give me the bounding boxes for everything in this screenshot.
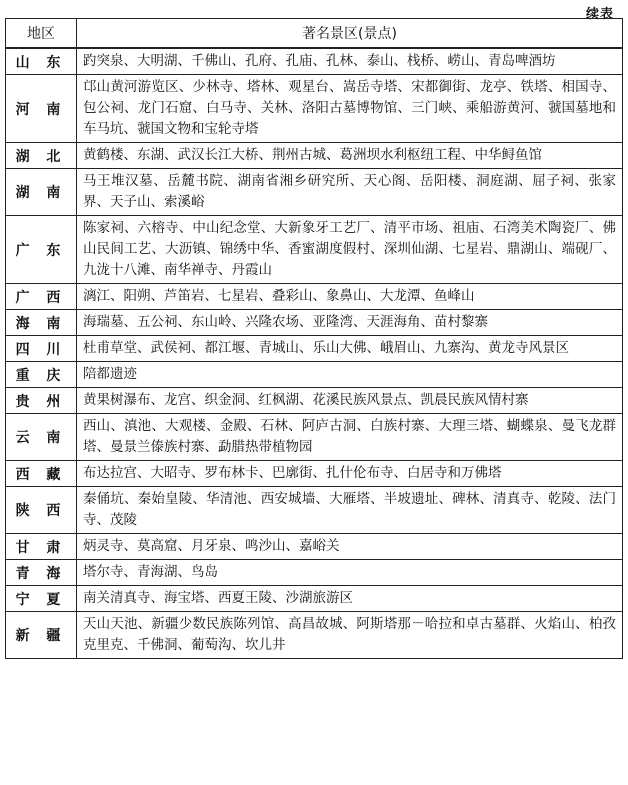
- table-row: [6, 414, 623, 461]
- table-row: [6, 534, 623, 560]
- region-cell: 湖 北: [6, 143, 77, 169]
- region-cell: 贵 州: [6, 388, 77, 414]
- region-cell: 广 西: [6, 284, 77, 310]
- region-cell: 海 南: [6, 310, 77, 336]
- sites-cell: 黄鹤楼、东湖、武汉长江大桥、荆州古城、葛洲坝水利枢纽工程、中华鲟鱼馆: [77, 143, 623, 169]
- table-row: [6, 48, 623, 75]
- region-cell: 河 南: [6, 75, 77, 143]
- sites-cell: 炳灵寺、莫高窟、月牙泉、鸣沙山、嘉峪关: [77, 534, 623, 560]
- sites-cell: 秦俑坑、秦始皇陵、华清池、西安城墙、大雁塔、半坡遗址、碑林、清真寺、乾陵、法门寺、茂陵: [77, 487, 623, 534]
- sites-cell: 邙山黄河游览区、少林寺、塔林、观星台、嵩岳寺塔、宋都御街、龙亭、铁塔、相国寺、包公祠、龙门石窟、白马寺、关林、洛阳古墓博物馆、三门峡、乘船游黄河、虢国墓地和车马坑、虢国文物和宝轮寺塔: [77, 75, 623, 143]
- table-row: [6, 560, 623, 586]
- table-row: [6, 169, 623, 216]
- region-cell: 甘 肃: [6, 534, 77, 560]
- table-row: [6, 362, 623, 388]
- table-row: [6, 143, 623, 169]
- sites-cell: 马王堆汉墓、岳麓书院、湖南省湘乡研究所、天心阁、岳阳楼、洞庭湖、屈子祠、张家界、天子山、索溪峪: [77, 169, 623, 216]
- region-cell: 宁 夏: [6, 586, 77, 612]
- header-region: 地区: [6, 19, 77, 49]
- table-row: [6, 586, 623, 612]
- sites-cell: 布达拉宫、大昭寺、罗布林卡、巴廓街、扎什伦布寺、白居寺和万佛塔: [77, 461, 623, 487]
- table-row: [6, 612, 623, 659]
- continued-label: 续表: [585, 7, 614, 22]
- table-header-row: [6, 19, 623, 49]
- region-cell: 四 川: [6, 336, 77, 362]
- table-row: [6, 284, 623, 310]
- sites-cell: 黄果树瀑布、龙宫、织金洞、红枫湖、花溪民族风景点、凯晨民族风情村寨: [77, 388, 623, 414]
- sites-cell: 趵突泉、大明湖、千佛山、孔府、孔庙、孔林、泰山、栈桥、崂山、青岛啤酒坊: [77, 48, 623, 75]
- region-cell: 重 庆: [6, 362, 77, 388]
- sites-cell: 杜甫草堂、武侯祠、都江堰、青城山、乐山大佛、峨眉山、九寨沟、黄龙寺风景区: [77, 336, 623, 362]
- table-row: [6, 336, 623, 362]
- region-cell: 广 东: [6, 216, 77, 284]
- table-row: [6, 310, 623, 336]
- region-cell: 青 海: [6, 560, 77, 586]
- table-row: [6, 487, 623, 534]
- sites-cell: 陈家祠、六榕寺、中山纪念堂、大新象牙工艺厂、清平市场、祖庙、石湾美术陶瓷厂、佛山民间工艺、大沥镇、锦绣中华、香蜜湖度假村、深圳仙湖、七星岩、鼎湖山、端砚厂、九泷十八滩、南华禅寺、丹霞山: [77, 216, 623, 284]
- sites-cell: 南关清真寺、海宝塔、西夏王陵、沙湖旅游区: [77, 586, 623, 612]
- region-cell: 陕 西: [6, 487, 77, 534]
- sites-cell: 塔尔寺、青海湖、鸟岛: [77, 560, 623, 586]
- header-sites: 著名景区(景点): [77, 19, 623, 49]
- table-row: [6, 216, 623, 284]
- sites-cell: 天山天池、新疆少数民族陈列馆、高昌故城、阿斯塔那－哈拉和卓古墓群、火焰山、柏孜克里克、千佛洞、葡萄沟、坎儿井: [77, 612, 623, 659]
- region-cell: 湖 南: [6, 169, 77, 216]
- table-row: [6, 388, 623, 414]
- region-cell: 西 藏: [6, 461, 77, 487]
- region-cell: 云 南: [6, 414, 77, 461]
- sites-cell: 西山、滇池、大观楼、金殿、石林、阿庐古洞、白族村寨、大理三塔、蝴蝶泉、曼飞龙群塔、曼景兰傣族村寨、勐腊热带植物园: [77, 414, 623, 461]
- table-row: [6, 75, 623, 143]
- sites-cell: 漓江、阳朔、芦笛岩、七星岩、叠彩山、象鼻山、大龙潭、鱼峰山: [77, 284, 623, 310]
- region-cell: 新 疆: [6, 612, 77, 659]
- table-row: [6, 461, 623, 487]
- scenic-spots-table: [5, 18, 623, 659]
- sites-cell: 海瑞墓、五公祠、东山岭、兴隆农场、亚隆湾、天涯海角、苗村黎寨: [77, 310, 623, 336]
- sites-cell: 陪都遗迹: [77, 362, 623, 388]
- region-cell: 山 东: [6, 48, 77, 75]
- table-body: [6, 48, 623, 659]
